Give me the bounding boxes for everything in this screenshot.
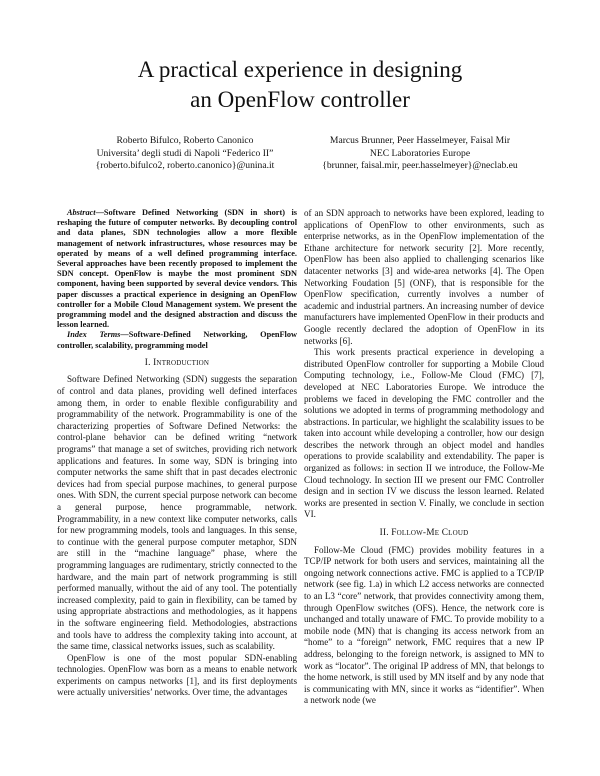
- author-affiliation: NEC Laboratories Europe: [369, 147, 471, 159]
- paragraph: Software Defined Networking (SDN) suggests the separation of control and data planes, providing well defined interfaces among them, in order to enable flexible configurability and programmability of the network. Programmability is one of the characterizing properties of Software Defined Networks: the control-plane behavior can be defined writing “network programs” that manage a set of switches, providing rich network applications and features. In some way, SDN is bringing into computer networks the same shift that in past decades electronic devices had from special purpose machines, to general purpose ones. With SDN, the current special purpose network can become a general purpose, hence programmable, network. Programmability, in a new context like computer networks, calls for new programming models, tools and languages. In this sense, to continue with the general purpose computer metaphor, SDN are still in the “machine language” phase, where the programming languages are rudimentary, strictly connected to the hardware, and the main part of network programming is still performed manually, without the aid of any tool. The potentially increased complexity, paid to gain in flexibility, can be tamed by using appropriate abstractions and methodologies, as it happens in the software engineering field. Methodologies, abstractions and tools have to address the complexity taking into account, at the same time, classical networks issues, such as scalability.: [57, 374, 297, 652]
- title-line-1: A practical experience in designing: [137, 57, 463, 82]
- paragraph: This work presents practical experience in developing a distributed OpenFlow controller for supporting a Mobile Cloud Computing technology, i.e., Follow-Me Cloud (FMC) [7], developed at NEC Laboratories Europe. We introduce the problems we faced in developing the FMC controller and the solutions we adopted in terms of programming methodology and abstractions. In particular, we highlight the scalability issues to be taken into account while developing a controller, how our design describes the network through an object model and handles operations to provide scalability and extendability. The paper is organized as follows: in section II we introduce, the Follow-Me Cloud technology. In section III we present our FMC Controller design and in section IV we discuss the lesson learned. Related works are presented in section V. Finally, we conclude in section VI.: [304, 347, 544, 520]
- abstract-text: —Software Defined Networking (SDN in short) is reshaping the future of computer networks. By decoupling control and data planes, SDN technologies allow a more flexible management of network infrastructures, whose resources may be operated by means of a well defined programming interface. Several approaches have been recently proposed to implement the SDN concept. OpenFlow is maybe the most prominent SDN component, having been supported by several device vendors. This paper discusses a practical experience in designing an OpenFlow controller for a Mobile Cloud Management system. We present the programming model and the designed abstraction and discuss the lesson learned.: [57, 208, 297, 330]
- right-column: [304, 208, 544, 707]
- abstract: [57, 208, 297, 330]
- author-names: Marcus Brunner, Peer Hasselmeyer, Faisal Mir: [329, 135, 511, 146]
- title-line-2: an OpenFlow controller: [190, 87, 410, 112]
- author-affiliation: Universita’ degli studi di Napoli “Federico II”: [96, 147, 274, 159]
- index-terms-lead: Index Terms: [67, 330, 121, 340]
- left-column: [57, 208, 297, 699]
- paragraph: Follow-Me Cloud (FMC) provides mobility features in a TCP/IP network for both users and services, maintaining all the ongoing network connections active. FMC is applied to a TCP/IP network (see fig. 1.a) in which L2 access networks are connected to an L3 “core” network, that provides connectivity among them, through OpenFlow switches (OFS). Hence, the network core is unchanged and totally unaware of FMC. To provide mobility to a mobile node (MN) that is changing its access network from an “home” to a “foreign” network, FMC requires that a new IP address, belonging to the foreign network, is assigned to MN to work as “locator”. The original IP address of MN, that belongs to the home network, is still used by MN itself and by any node that is communicating with MN, since it works as “identifier”. When a network node (we: [304, 544, 544, 706]
- paper-title: [0, 55, 600, 115]
- index-terms-text: —Software-Defined Networking, OpenFlow controller, scalability, programming model: [57, 330, 298, 350]
- paragraph: OpenFlow is one of the most popular SDN-enabling technologies. OpenFlow was born as a means to enable network experiments on campus networks [1], and its first deployments were actually universities’ networks. Over time, the advantages: [57, 652, 297, 698]
- abstract-lead: Abstract: [67, 208, 96, 217]
- author-block-2: [290, 135, 550, 173]
- section-heading: II. Follow-Me Cloud: [379, 528, 469, 539]
- author-names: Roberto Bifulco, Roberto Canonico: [116, 135, 254, 146]
- author-email: {roberto.bifulco2, roberto.canonico}@unina.it: [95, 160, 275, 171]
- index-terms: [57, 330, 297, 350]
- author-email: {brunner, faisal.mir, peer.hasselmeyer}@neclab.eu: [322, 160, 518, 171]
- author-block-1: [50, 135, 320, 173]
- paragraph: of an SDN approach to networks have been explored, leading to applications of OpenFlow to other environments, such as enterprise networks, as in the OpenFlow implementation of the Ethane architecture for network security [2]. More recently, OpenFlow has been also applied to challenging scenarios like datacenter networks [3] and wide-area networks [4]. The Open Networking Foudation [5] (ONF), that is responsible for the OpenFlow specification, currently involves a number of academic and industrial partners. An increasing number of device manufacturers have implemented OpenFlow in their products and Google recently declared the adoption of OpenFlow in its networks [6].: [304, 208, 544, 346]
- section-heading: I. Introduction: [144, 357, 210, 368]
